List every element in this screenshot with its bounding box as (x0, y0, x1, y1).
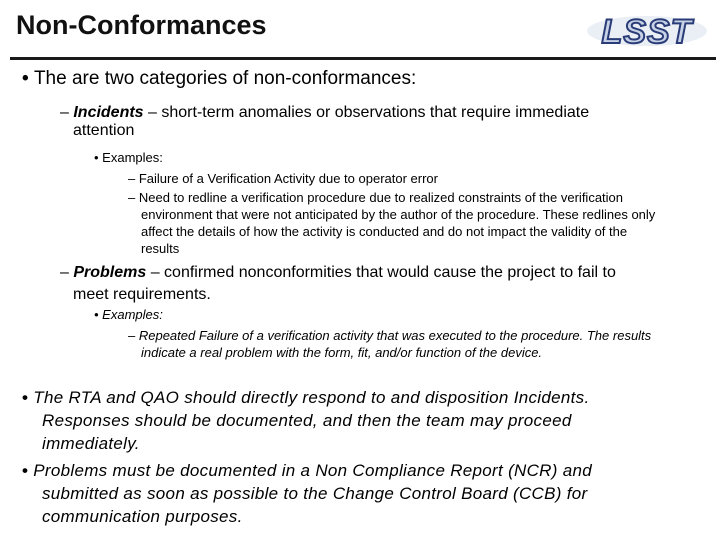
bullet-dot: • (22, 388, 34, 407)
ncr-text-line: Problems must be documented in a Non Compliance Report (NCR) and (33, 461, 593, 480)
slide-title: Non-Conformances (16, 10, 267, 40)
dash-marker: – (128, 328, 139, 343)
lsst-logo (584, 8, 710, 54)
bullet-dot: • (22, 68, 34, 89)
incidents-desc: – short-term anomalies or observations that require immediate (143, 104, 590, 121)
ncr-text-line: communication purposes. (42, 507, 243, 526)
bullet-intro (22, 68, 416, 90)
problems-item (60, 262, 616, 306)
problems-desc-cont: meet requirements. (73, 286, 211, 303)
intro-text: The are two categories of non-conformances: (33, 68, 417, 89)
problems-term: Problems (73, 264, 147, 281)
examples-label: Examples: (102, 150, 163, 165)
bullet-dot: • (22, 461, 34, 480)
dash-marker: – (128, 171, 139, 186)
bullet-ncr (22, 459, 592, 528)
dash-marker: – (60, 104, 74, 121)
incidents-desc-cont: attention (73, 122, 135, 139)
dash-marker: – (128, 190, 139, 205)
problems-desc: – confirmed nonconformities that would cause the project to fail to (146, 264, 616, 281)
rta-text-line: Responses should be documented, and then the team may proceed (42, 411, 572, 430)
incidents-item (60, 104, 589, 140)
dash-marker: – (60, 264, 74, 281)
incidents-term: Incidents (73, 104, 144, 121)
bullet-dot: • (94, 307, 103, 322)
examples-label: Examples: (102, 307, 163, 322)
rta-text-line: The RTA and QAO should directly respond to and disposition Incidents. (33, 388, 590, 407)
example-text-line: Repeated Failure of a verification activity that was executed to the procedure. The results (138, 328, 652, 343)
problems-example-1 (128, 327, 651, 361)
example-text-line: results (141, 241, 180, 256)
problems-examples-label (94, 307, 163, 322)
bullet-rta (22, 386, 589, 455)
example-text-line: indicate a real problem with the form, fit, and/or function of the device. (141, 345, 543, 360)
example-text: Failure of a Verification Activity due to operator error (138, 171, 438, 186)
ncr-text-line: submitted as soon as possible to the Change Control Board (CCB) for (42, 484, 588, 503)
incidents-examples-label (94, 150, 163, 165)
example-text-line: environment that were not anticipated by the author of the procedure. These redlines only (141, 207, 656, 222)
incidents-example-2 (128, 189, 655, 257)
title-divider (10, 57, 716, 60)
bullet-dot: • (94, 150, 103, 165)
incidents-example-1 (128, 171, 438, 186)
rta-text-line: immediately. (42, 434, 140, 453)
example-text-line: Need to redline a verification procedure due to realized constraints of the verification (138, 190, 624, 205)
example-text-line: affect the details of how the activity is conducted and do not impact the validity of the (141, 224, 628, 239)
lsst-logo-text: LSST (601, 13, 693, 51)
